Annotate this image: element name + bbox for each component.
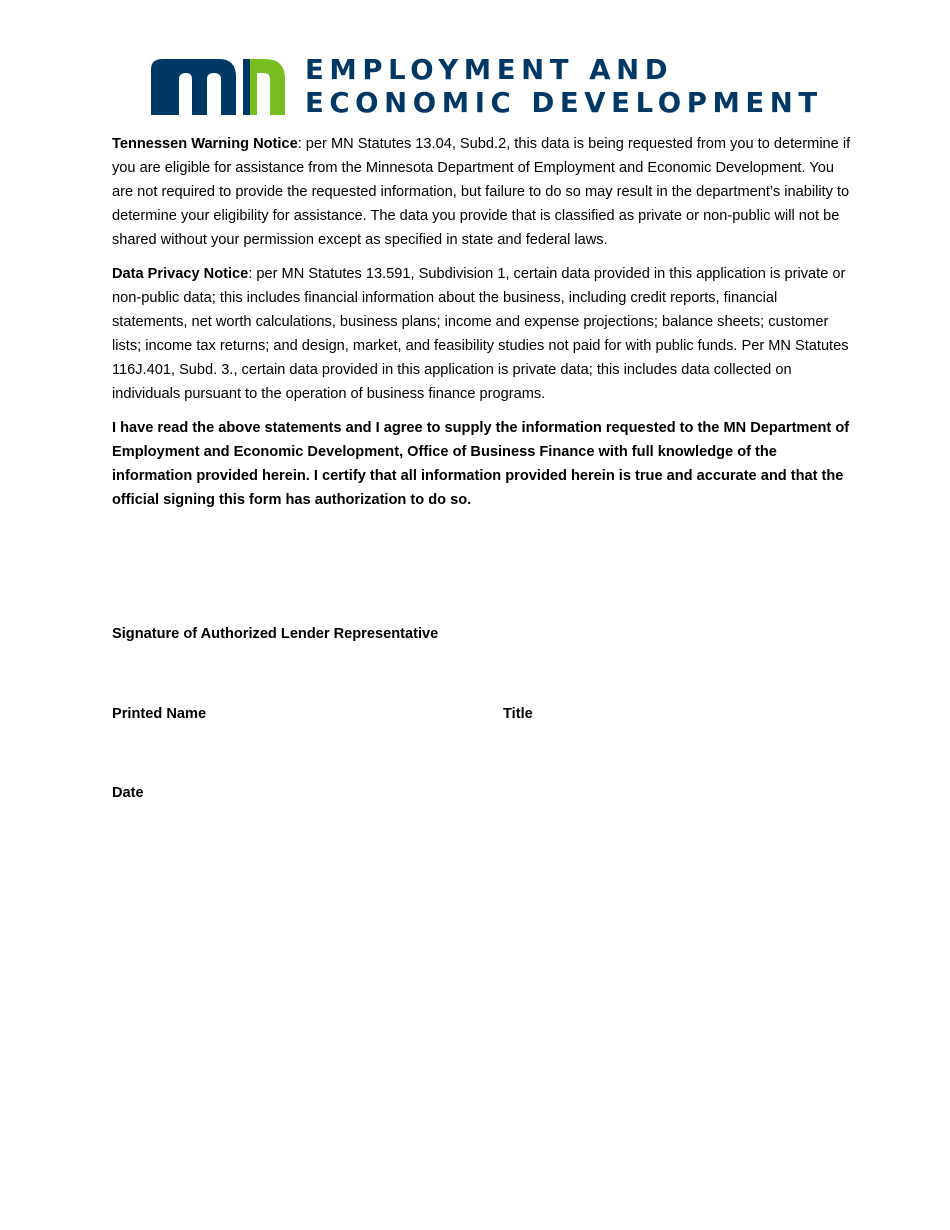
printed-name-label: Printed Name xyxy=(112,706,207,722)
organization-name xyxy=(305,54,823,120)
document-body xyxy=(112,132,852,512)
logo-n-green-shape xyxy=(250,59,285,115)
certification-statement: I have read the above statements and I agree to supply the information requested to the MN Department of Employment and Economic Development, Office of Business Finance with full knowledge of the information provided herein. I certify that all information provided herein is true and accurate and that the official signing this form has authorization to do so. xyxy=(112,420,850,508)
tennessen-warning-paragraph xyxy=(112,132,852,252)
organization-name-line1: EMPLOYMENT AND xyxy=(305,54,674,86)
organization-name-line2: ECONOMIC DEVELOPMENT xyxy=(305,87,823,119)
mn-logo-icon xyxy=(151,57,285,117)
data-privacy-heading: Data Privacy Notice xyxy=(112,266,249,282)
tennessen-warning-text: : per MN Statutes 13.04, Subd.2, this data is being requested from you to determine if you are eligible for assistance from the Minnesota Department of Employment and Economic Development. You are not required to provide the requested information, but failure to do so may result in the department’s inability to determine your eligibility for assistance. The data you provide that is classified as private or non-public will not be shared without your permission except as specified in state and federal laws. xyxy=(112,136,851,248)
logo-m-shape xyxy=(151,59,236,115)
signature-label: Signature of Authorized Lender Representative xyxy=(112,626,439,642)
title-label: Title xyxy=(503,706,533,722)
data-privacy-paragraph xyxy=(112,262,852,406)
page-header xyxy=(151,54,823,120)
tennessen-warning-heading: Tennessen Warning Notice xyxy=(112,136,298,152)
data-privacy-text: : per MN Statutes 13.591, Subdivision 1, certain data provided in this application is private or non-public data; this includes financial information about the business, including credit reports, financial statements, net worth calculations, business plans; income and expense projections; balance sheets; customer lists; income tax returns; and design, market, and feasibility studies not paid for with public funds. Per MN Statutes 116J.401, Subd. 3., certain data provided in this application is private data; this includes data collected on individuals pursuant to the operation of business finance programs. xyxy=(112,266,849,402)
date-label: Date xyxy=(112,785,144,801)
